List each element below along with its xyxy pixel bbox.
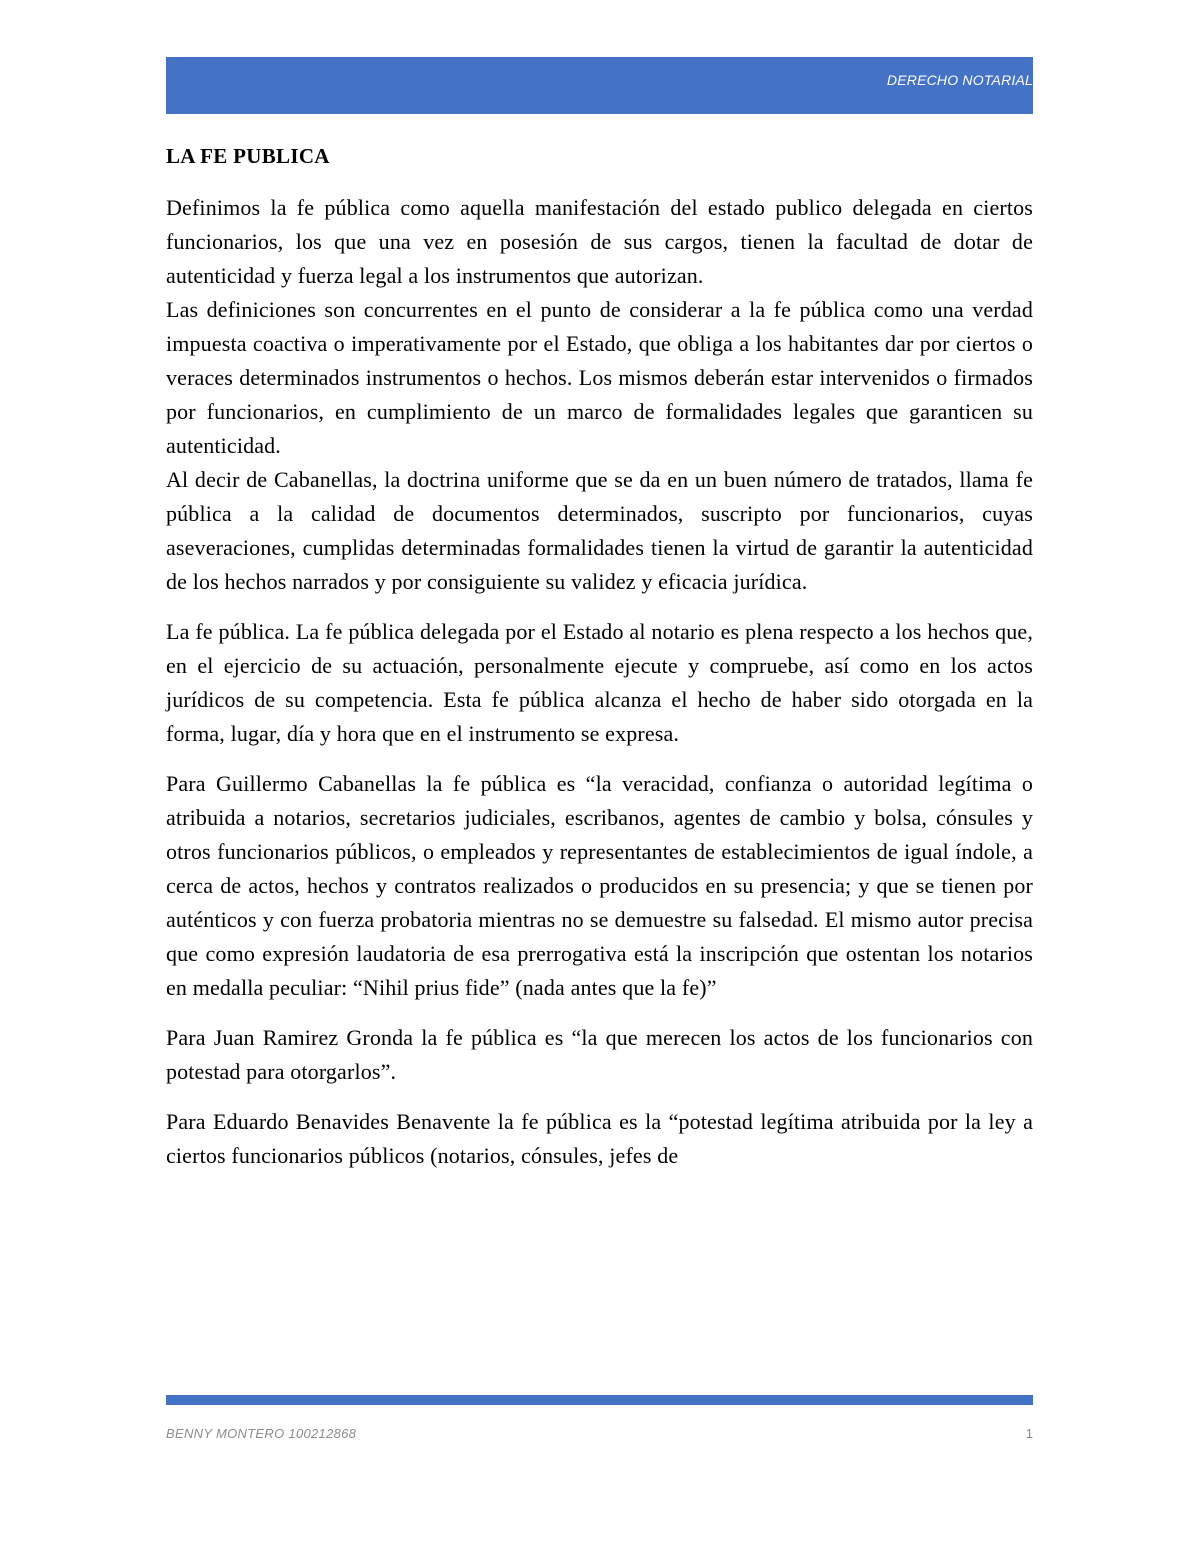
paragraph-definition: Definimos la fe pública como aquella manifestación del estado publico delegada en ciertos funcionarios, los que una vez en posesión de sus cargos, tienen la facultad de dotar de autenticidad y fuerza legal a los instrumentos que autorizan. [166,195,1033,288]
paragraph-ramirez-gronda: Para Juan Ramirez Gronda la fe pública es “la que merecen los actos de los funcionarios con potestad para otorgarlos”. [166,1025,1033,1084]
paragraph-benavides: Para Eduardo Benavides Benavente la fe pública es la “potestad legítima atribuida por la ley a ciertos funcionarios públicos (notarios, cónsules, jefes de [166,1109,1033,1168]
header-band [166,57,1033,114]
footer-author: BENNY MONTERO 100212868 [166,1426,357,1441]
page-number: 1 [1025,1426,1033,1441]
paragraph-notary-faith: La fe pública. La fe pública delegada por el Estado al notario es plena respecto a los hechos que, en el ejercicio de su actuación, personalmente ejecute y compruebe, así como en los actos jurídicos de su competencia. Esta fe pública alcanza el hecho de haber sido otorgada en la forma, lugar, día y hora que en el instrumento se expresa. [166,619,1033,746]
paragraph-concurrent-definitions: Las definiciones son concurrentes en el punto de considerar a la fe pública como una verdad impuesta coactiva o imperativamente por el Estado, que obliga a los habitantes dar por ciertos o veraces determinados instrumentos o hechos. Los mismos deberán estar intervenidos o firmados por funcionarios, en cumplimiento de un marco de formalidades legales que garanticen su autenticidad. [166,297,1033,458]
header-title: DERECHO NOTARIAL [886,72,1033,88]
paragraph-guillermo-cabanellas: Para Guillermo Cabanellas la fe pública es “la veracidad, confianza o autoridad legítima o atribuida a notarios, secretarios judiciales, escribanos, agentes de cambio y bolsa, cónsules y otros funcionarios públicos, o empleados y representantes de establecimientos de igual índole, a cerca de actos, hechos y contratos realizados o producidos en su presencia; y que se tienen por auténticos y con fuerza probatoria mientras no se demuestre su falsedad. El mismo autor precisa que como expresión laudatoria de esa prerrogativa está la inscripción que ostentan los notarios en medalla peculiar: “Nihil prius fide” (nada antes que la fe)” [166,771,1033,1000]
document-title: LA FE PUBLICA [166,144,330,168]
document-body [166,139,1033,1173]
footer-divider [166,1395,1033,1405]
paragraph-cabanellas-doctrine: Al decir de Cabanellas, la doctrina uniforme que se da en un buen número de tratados, llama fe pública a la calidad de documentos determinados, suscripto por funcionarios, cuyas aseveraciones, cumplidas determinadas formalidades tienen la virtud de garantir la autenticidad de los hechos narrados y por consiguiente su validez y eficacia jurídica. [166,467,1033,594]
